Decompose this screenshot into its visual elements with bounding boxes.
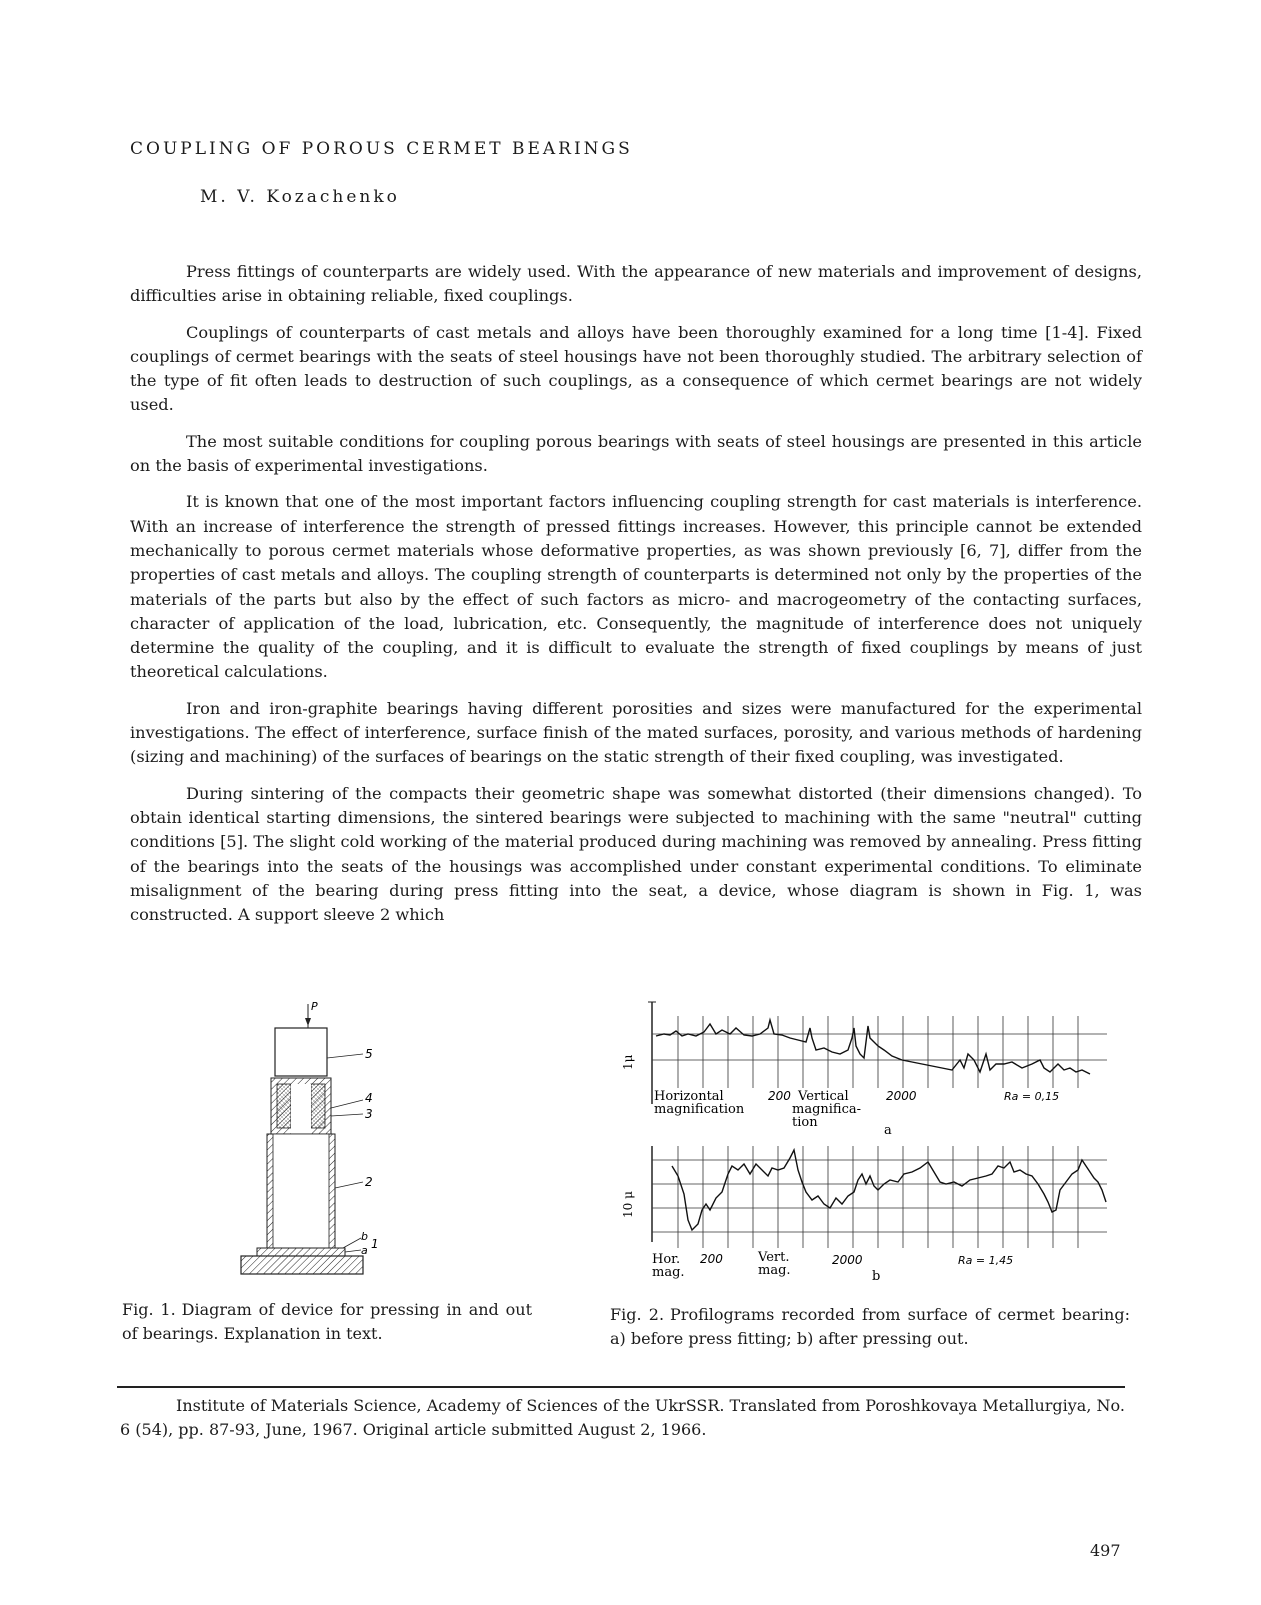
- profilogram-b-hor-label-1: Hor.: [652, 1252, 681, 1267]
- load-label: P: [311, 1000, 318, 1013]
- paragraph: It is known that one of the most important factors influencing coupling strength for cast materials is interference. With an increase of interference the strength of pressed fittings increases. However, this principle cannot be extended mechanically to porous cermet materials whose deformative properties, as was shown previously [6, 7], differ from the properties of cast metals and alloys. The coupling strength of counterparts is determined not only by the properties of the materials of the parts but also by the effect of such factors as micro- and macrogeometry of the contacting surfaces, character of application of the load, lubrication, etc. Consequently, the magnitude of interference does not uniquely determine the quality of the coupling, and it is difficult to evaluate the strength of fixed couplings by means of just theoretical calculations.: [130, 492, 1142, 682]
- figure-1-caption-text: Diagram of device for pressing in and out of bearings. Explanation in text.: [122, 1300, 532, 1343]
- paragraph: Couplings of counterparts of cast metals and alloys have been thoroughly examined for a long time [1-4]. Fixed couplings of cermet bearings with the seats of steel housings have not been thoroughly studied. The arbitrary selection of the type of fit often leads to destruction of such couplings, as a consequence of which cermet bearings are not widely used.: [130, 322, 1142, 415]
- part-label-b: b: [361, 1230, 368, 1243]
- profilogram-b-hor-label-2: mag.: [652, 1265, 685, 1280]
- footnote-divider: [117, 1386, 1125, 1388]
- profilogram-a-vert-label-2: magnifica-: [792, 1102, 862, 1117]
- part-label-5: 5: [365, 1047, 373, 1061]
- profilogram-b: [621, 1146, 1107, 1284]
- figure-1-caption: [122, 1298, 532, 1346]
- profilogram-b-vert-label-1: Vert.: [758, 1250, 790, 1265]
- profilogram-a-hor-label-1: Horizontal: [654, 1089, 724, 1104]
- profilogram-a-hor-value: 200: [768, 1089, 791, 1103]
- paragraph: During sintering of the compacts their geometric shape was somewhat distorted (their dimensions changed). To obtain identical starting dimensions, the sintered bearings were subjected to machining with the same "neutral" cutting conditions [5]. The slight cold working of the material produced during machining was removed by annealing. Press fitting of the bearings into the seats of the housings was accomplished under constant experimental conditions. To eliminate misalignment of the bearing during press fitting into the seat, a device, whose diagram is shown in Fig. 1, was constructed. A support sleeve 2 which: [130, 783, 1142, 925]
- paragraph: The most suitable conditions for coupling porous bearings with seats of steel housings are presented in this article on the basis of experimental investigations.: [130, 431, 1142, 476]
- profilogram-a-vert-label-3: tion: [792, 1115, 818, 1130]
- part-label-1: 1: [371, 1237, 379, 1251]
- profilogram-a-vert-label-1: Vertical: [798, 1089, 849, 1104]
- paragraph: Press fittings of counterparts are widely used. With the appearance of new materials and improvement of designs, difficulties arise in obtaining reliable, fixed couplings.: [130, 262, 1142, 306]
- profilogram-b-hor-value: 200: [700, 1252, 723, 1266]
- profilogram-a-scale: 1μ: [621, 1054, 635, 1070]
- profilogram-a-ra: Ra = 0,15: [1004, 1090, 1060, 1103]
- figure-2-caption-text: Profilograms recorded from surface of cermet bearing: a) before press fitting; b) after pressing out.: [610, 1305, 1130, 1348]
- figure-1-number: Fig. 1.: [122, 1300, 176, 1319]
- article-title: COUPLING OF POROUS CERMET BEARINGS: [130, 139, 633, 159]
- part-label-2: 2: [365, 1175, 373, 1189]
- profilogram-b-vert-value: 2000: [832, 1253, 863, 1267]
- profilogram-a: [621, 1002, 1107, 1138]
- part-label-3: 3: [365, 1107, 373, 1121]
- figure-2-number: Fig. 2.: [610, 1305, 665, 1324]
- profilogram-a-vert-value: 2000: [886, 1089, 917, 1103]
- figure-1-diagram: [235, 998, 385, 1280]
- part-label-4: 4: [365, 1091, 373, 1105]
- author-name: M. V. Kozachenko: [200, 187, 400, 207]
- page-number: 497: [1090, 1541, 1121, 1560]
- profilogram-b-scale: 10 μ: [621, 1191, 635, 1218]
- article-body: [130, 260, 1142, 939]
- part-label-a: a: [361, 1244, 368, 1257]
- profilogram-b-vert-label-2: mag.: [758, 1263, 791, 1278]
- profilogram-a-hor-label-2: magnification: [654, 1102, 745, 1117]
- profilogram-a-letter: a: [884, 1123, 892, 1138]
- figure-2-caption: [610, 1303, 1130, 1351]
- paragraph: Iron and iron-graphite bearings having different porosities and sizes were manufactured for the experimental investigations. The effect of interference, surface finish of the mated surfaces, porosity, and various methods of hardening (sizing and machining) of the surfaces of bearings on the static strength of their fixed coupling, was investigated.: [130, 698, 1142, 767]
- figure-2-profilograms: [612, 998, 1112, 1288]
- profilogram-b-letter: b: [872, 1269, 881, 1284]
- profilogram-b-ra: Ra = 1,45: [958, 1254, 1014, 1267]
- footnote: Institute of Materials Science, Academy of Sciences of the UkrSSR. Translated from Poroshkovaya Metallurgiya, No. 6 (54), pp. 87-93, June, 1967. Original article submitted August 2, 1966.: [120, 1396, 1125, 1439]
